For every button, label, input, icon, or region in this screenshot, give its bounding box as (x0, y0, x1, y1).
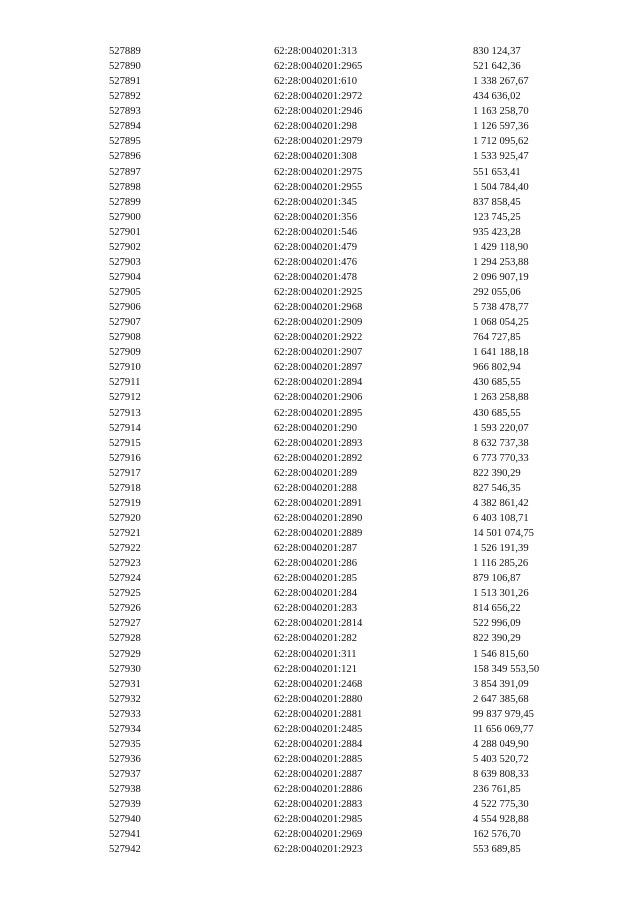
table-row (109, 631, 583, 646)
row-number: 527919 (109, 497, 141, 509)
row-number: 527894 (109, 121, 141, 133)
cadastral-number: 62:28:0040201:2897 (274, 362, 363, 374)
table-row (109, 692, 583, 707)
cadastral-number: 62:28:0040201:478 (274, 271, 357, 283)
table-row (109, 767, 583, 782)
cadastral-number: 62:28:0040201:2892 (274, 452, 363, 464)
table-row (109, 165, 583, 180)
cadastral-number: 62:28:0040201:2909 (274, 317, 363, 329)
cadastral-value: 4 522 775,30 (473, 799, 529, 811)
table-row (109, 797, 583, 812)
row-number: 527890 (109, 61, 141, 73)
cadastral-number: 62:28:0040201:2893 (274, 437, 363, 449)
row-number: 527895 (109, 136, 141, 148)
cadastral-number: 62:28:0040201:2955 (274, 181, 363, 193)
row-number: 527912 (109, 392, 141, 404)
table-row (109, 616, 583, 631)
row-number: 527892 (109, 91, 141, 103)
table-row (109, 270, 583, 285)
table-row (109, 496, 583, 511)
cadastral-value: 827 546,35 (473, 482, 521, 494)
table-row (109, 300, 583, 315)
cadastral-number: 62:28:0040201:2894 (274, 377, 363, 389)
cadastral-value: 11 656 069,77 (473, 723, 534, 735)
cadastral-value: 236 761,85 (473, 784, 521, 796)
cadastral-value: 4 382 861,42 (473, 497, 529, 509)
cadastral-value: 1 429 118,90 (473, 241, 529, 253)
cadastral-number: 62:28:0040201:356 (274, 211, 357, 223)
row-number: 527927 (109, 618, 141, 630)
cadastral-value: 822 390,29 (473, 467, 521, 479)
cadastral-number: 62:28:0040201:2907 (274, 347, 363, 359)
cadastral-number: 62:28:0040201:282 (274, 633, 357, 645)
cadastral-value: 1 263 258,88 (473, 392, 529, 404)
row-number: 527932 (109, 693, 141, 705)
cadastral-value: 4 554 928,88 (473, 814, 529, 826)
row-number: 527913 (109, 407, 141, 419)
table-row (109, 406, 583, 421)
cadastral-value: 434 636,02 (473, 91, 521, 103)
cadastral-value: 5 403 520,72 (473, 753, 529, 765)
table-row (109, 421, 583, 436)
cadastral-value: 521 642,36 (473, 61, 521, 73)
table-row (109, 255, 583, 270)
row-number: 527918 (109, 482, 141, 494)
row-number: 527907 (109, 317, 141, 329)
row-number: 527904 (109, 271, 141, 283)
row-number: 527933 (109, 708, 141, 720)
row-number: 527901 (109, 226, 141, 238)
cadastral-value: 1 513 301,26 (473, 588, 529, 600)
table-row (109, 842, 583, 857)
cadastral-number: 62:28:0040201:2889 (274, 528, 363, 539)
cadastral-value: 2 647 385,68 (473, 693, 529, 705)
table-row (109, 827, 583, 842)
cadastral-number: 62:28:0040201:2922 (274, 332, 363, 344)
cadastral-value: 430 685,55 (473, 407, 521, 419)
cadastral-number: 62:28:0040201:2485 (274, 723, 363, 735)
cadastral-number: 62:28:0040201:289 (274, 467, 357, 479)
row-number: 527935 (109, 738, 141, 750)
row-number: 527925 (109, 588, 141, 600)
cadastral-value: 1 504 784,40 (473, 181, 529, 193)
table-row (109, 330, 583, 345)
cadastral-number: 62:28:0040201:288 (274, 482, 357, 494)
cadastral-value: 830 124,37 (473, 46, 521, 57)
cadastral-value: 292 055,06 (473, 287, 521, 298)
row-number: 527920 (109, 512, 141, 524)
table-row (109, 541, 583, 556)
cadastral-value: 14 501 074,75 (473, 528, 534, 539)
table-row (109, 451, 583, 466)
row-number: 527936 (109, 753, 141, 765)
row-number: 527929 (109, 648, 141, 660)
cadastral-number: 62:28:0040201:311 (274, 648, 357, 660)
row-number: 527899 (109, 196, 141, 208)
cadastral-number: 62:28:0040201:2881 (274, 708, 363, 720)
cadastral-number: 62:28:0040201:479 (274, 241, 357, 253)
table-row (109, 481, 583, 496)
row-number: 527921 (109, 528, 141, 539)
row-number: 527889 (109, 46, 141, 57)
cadastral-number: 62:28:0040201:121 (274, 663, 357, 675)
cadastral-value: 522 996,09 (473, 618, 521, 630)
cadastral-number: 62:28:0040201:2895 (274, 407, 363, 419)
row-number: 527942 (109, 844, 141, 856)
table-row (109, 782, 583, 797)
cadastral-number: 62:28:0040201:283 (274, 603, 357, 615)
table-row (109, 285, 583, 300)
cadastral-value: 162 576,70 (473, 829, 521, 841)
row-number: 527939 (109, 799, 141, 811)
cadastral-value: 6 773 770,33 (473, 452, 529, 464)
cadastral-value-table (109, 44, 583, 857)
cadastral-number: 62:28:0040201:546 (274, 226, 357, 238)
cadastral-value: 935 423,28 (473, 226, 521, 238)
table-row (109, 707, 583, 722)
row-number: 527891 (109, 76, 141, 88)
table-row (109, 89, 583, 104)
row-number: 527911 (109, 377, 141, 389)
cadastral-value: 1 641 188,18 (473, 347, 529, 359)
cadastral-value: 99 837 979,45 (473, 708, 534, 720)
row-number: 527923 (109, 558, 141, 570)
cadastral-number: 62:28:0040201:2906 (274, 392, 363, 404)
cadastral-value: 822 390,29 (473, 633, 521, 645)
cadastral-number: 62:28:0040201:2946 (274, 106, 363, 118)
row-number: 527940 (109, 814, 141, 826)
cadastral-value: 1 546 815,60 (473, 648, 529, 660)
table-row (109, 737, 583, 752)
cadastral-number: 62:28:0040201:2975 (274, 166, 363, 178)
row-number: 527908 (109, 332, 141, 344)
cadastral-number: 62:28:0040201:2883 (274, 799, 363, 811)
cadastral-number: 62:28:0040201:287 (274, 543, 357, 555)
table-row (109, 225, 583, 240)
cadastral-number: 62:28:0040201:2979 (274, 136, 363, 148)
row-number: 527893 (109, 106, 141, 118)
row-number: 527909 (109, 347, 141, 359)
table-row (109, 134, 583, 149)
cadastral-number: 62:28:0040201:286 (274, 558, 357, 570)
cadastral-value: 6 403 108,71 (473, 512, 529, 524)
table-row (109, 119, 583, 134)
cadastral-number: 62:28:0040201:298 (274, 121, 357, 133)
cadastral-value: 5 738 478,77 (473, 302, 529, 314)
cadastral-value: 553 689,85 (473, 844, 521, 856)
table-row (109, 556, 583, 571)
cadastral-value: 1 526 191,39 (473, 543, 529, 555)
table-row (109, 511, 583, 526)
cadastral-number: 62:28:0040201:2880 (274, 693, 363, 705)
table-row (109, 180, 583, 195)
cadastral-number: 62:28:0040201:2887 (274, 769, 363, 780)
table-row (109, 59, 583, 74)
cadastral-value: 2 096 907,19 (473, 271, 529, 283)
cadastral-number: 62:28:0040201:2891 (274, 497, 363, 509)
table-row (109, 104, 583, 119)
row-number: 527898 (109, 181, 141, 193)
table-row (109, 210, 583, 225)
cadastral-value: 966 802,94 (473, 362, 521, 374)
table-row (109, 812, 583, 827)
table-row (109, 240, 583, 255)
table-row (109, 571, 583, 586)
table-row (109, 315, 583, 330)
cadastral-number: 62:28:0040201:290 (274, 422, 357, 434)
cadastral-number: 62:28:0040201:2969 (274, 829, 363, 841)
row-number: 527910 (109, 362, 141, 374)
row-number: 527897 (109, 166, 141, 178)
row-number: 527931 (109, 678, 141, 690)
row-number: 527914 (109, 422, 141, 434)
cadastral-value: 837 858,45 (473, 196, 521, 208)
cadastral-value: 1 533 925,47 (473, 151, 529, 163)
row-number: 527917 (109, 467, 141, 479)
table-row (109, 601, 583, 616)
table-row (109, 345, 583, 360)
cadastral-value: 551 653,41 (473, 166, 521, 178)
table-row (109, 586, 583, 601)
table-row (109, 74, 583, 89)
table-row (109, 360, 583, 375)
cadastral-value: 1 593 220,07 (473, 422, 529, 434)
cadastral-value: 3 854 391,09 (473, 678, 529, 690)
cadastral-number: 62:28:0040201:2885 (274, 753, 363, 765)
row-number: 527906 (109, 302, 141, 314)
row-number: 527926 (109, 603, 141, 615)
row-number: 527928 (109, 633, 141, 645)
row-number: 527922 (109, 543, 141, 555)
table-row (109, 195, 583, 210)
row-number: 527938 (109, 784, 141, 796)
row-number: 527902 (109, 241, 141, 253)
cadastral-value: 879 106,87 (473, 573, 521, 585)
table-row (109, 44, 583, 59)
cadastral-value: 1 126 597,36 (473, 121, 529, 133)
row-number: 527916 (109, 452, 141, 464)
row-number: 527934 (109, 723, 141, 735)
cadastral-number: 62:28:0040201:2968 (274, 302, 363, 314)
cadastral-value: 158 349 553,50 (473, 663, 540, 675)
row-number: 527930 (109, 663, 141, 675)
table-row (109, 375, 583, 390)
row-number: 527903 (109, 256, 141, 268)
table-row (109, 526, 583, 541)
cadastral-value: 1 068 054,25 (473, 317, 529, 329)
cadastral-value: 814 656,22 (473, 603, 521, 615)
table-row (109, 752, 583, 767)
cadastral-number: 62:28:0040201:2884 (274, 738, 363, 750)
row-number: 527941 (109, 829, 141, 841)
table-row (109, 662, 583, 677)
cadastral-number: 62:28:0040201:2965 (274, 61, 363, 73)
table-body (109, 44, 583, 857)
table-row (109, 436, 583, 451)
cadastral-value: 1 712 095,62 (473, 136, 529, 148)
cadastral-number: 62:28:0040201:2923 (274, 844, 363, 856)
cadastral-value: 4 288 049,90 (473, 738, 529, 750)
cadastral-value: 1 294 253,88 (473, 256, 529, 268)
table-row (109, 677, 583, 692)
cadastral-value: 764 727,85 (473, 332, 521, 344)
cadastral-number: 62:28:0040201:2468 (274, 678, 363, 690)
cadastral-number: 62:28:0040201:285 (274, 573, 357, 585)
cadastral-number: 62:28:0040201:2972 (274, 91, 363, 103)
cadastral-value: 430 685,55 (473, 377, 521, 389)
cadastral-value: 1 116 285,26 (473, 558, 529, 570)
cadastral-number: 62:28:0040201:345 (274, 196, 357, 208)
cadastral-number: 62:28:0040201:610 (274, 76, 357, 88)
row-number: 527900 (109, 211, 141, 223)
cadastral-value: 8 639 808,33 (473, 769, 529, 780)
cadastral-number: 62:28:0040201:2985 (274, 814, 363, 826)
row-number: 527896 (109, 151, 141, 163)
table-row (109, 390, 583, 405)
cadastral-value: 1 163 258,70 (473, 106, 529, 118)
cadastral-number: 62:28:0040201:2925 (274, 287, 363, 298)
table-row (109, 647, 583, 662)
cadastral-number: 62:28:0040201:2886 (274, 784, 363, 796)
cadastral-number: 62:28:0040201:308 (274, 151, 357, 163)
table-row (109, 722, 583, 737)
cadastral-number: 62:28:0040201:2890 (274, 512, 363, 524)
cadastral-number: 62:28:0040201:2814 (274, 618, 363, 630)
cadastral-number: 62:28:0040201:284 (274, 588, 357, 600)
cadastral-value: 123 745,25 (473, 211, 521, 223)
row-number: 527937 (109, 769, 141, 780)
row-number: 527905 (109, 287, 141, 298)
cadastral-number: 62:28:0040201:313 (274, 46, 357, 57)
cadastral-value: 1 338 267,67 (473, 76, 529, 88)
cadastral-number: 62:28:0040201:476 (274, 256, 357, 268)
row-number: 527915 (109, 437, 141, 449)
table-row (109, 466, 583, 481)
cadastral-value: 8 632 737,38 (473, 437, 529, 449)
table-row (109, 149, 583, 164)
row-number: 527924 (109, 573, 141, 585)
